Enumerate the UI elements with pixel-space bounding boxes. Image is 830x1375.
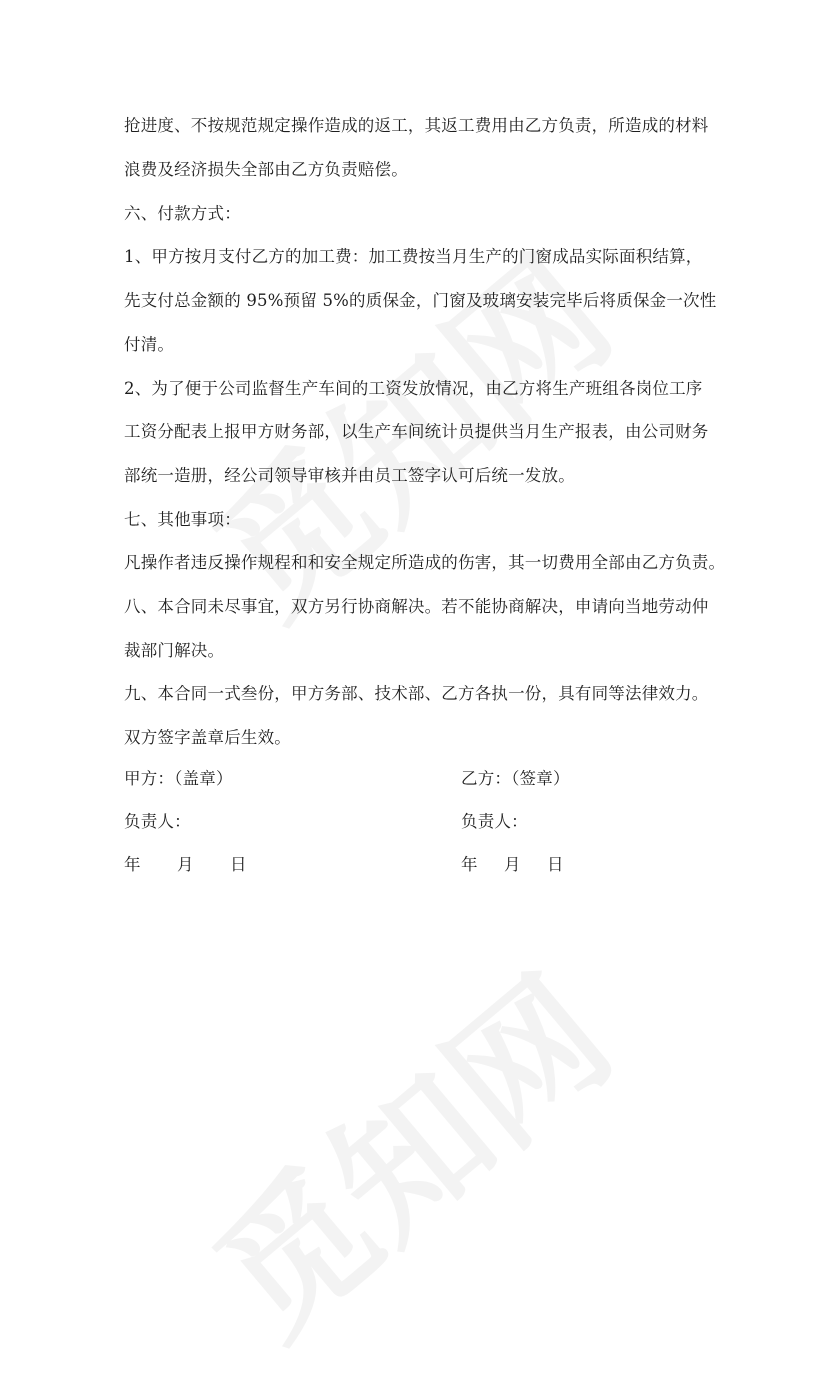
date-month: 月: [177, 855, 194, 874]
body-line: 八、本合同未尽事宜，双方另行协商解决。若不能协商解决，申请向当地劳动仲: [124, 597, 709, 616]
body-line: 部统一造册，经公司领导审核并由员工签字认可后统一发放。: [124, 466, 575, 485]
body-line: 抢进度、不按规范规定操作造成的返工，其返工费用由乙方负责，所造成的材料: [124, 116, 709, 135]
section-heading: 七、其他事项：: [124, 510, 241, 529]
watermark: [163, 921, 647, 1375]
body-line: 双方签字盖章后生效。: [124, 728, 291, 747]
party-b-label: 乙方：（签章）: [461, 769, 570, 788]
party-a-label: 甲方：（盖章）: [124, 769, 233, 788]
party-b-person: 负责人：: [461, 812, 528, 831]
body-line: 先支付总金额的 95%预留 5%的质保金，门窗及玻璃安装完毕后将质保金一次性: [124, 291, 717, 310]
body-line: 凡操作者违反操作规程和和安全规定所造成的伤害，其一切费用全部由乙方负责。: [124, 553, 726, 572]
party-a-date: [124, 854, 247, 876]
date-day: 日: [547, 855, 564, 874]
date-month: 月: [504, 855, 521, 874]
body-line: 裁部门解决。: [124, 641, 225, 660]
party-b-date: [461, 854, 564, 876]
body-line: 2、为了便于公司监督生产车间的工资发放情况，由乙方将生产班组各岗位工序: [124, 379, 703, 398]
party-a-person: 负责人：: [124, 812, 191, 831]
date-year: 年: [124, 855, 141, 874]
body-line: 付清。: [124, 335, 175, 354]
date-year: 年: [461, 855, 478, 874]
body-line: 九、本合同一式叁份，甲方务部、技术部、乙方各执一份，具有同等法律效力。: [124, 684, 709, 703]
body-line: 浪费及经济损失全部由乙方负责赔偿。: [124, 160, 408, 179]
date-day: 日: [230, 855, 247, 874]
body-line: 工资分配表上报甲方财务部，以生产车间统计员提供当月生产报表，由公司财务: [124, 422, 709, 441]
section-heading: 六、付款方式：: [124, 204, 241, 223]
body-line: 1、甲方按月支付乙方的加工费：加工费按当月生产的门窗成品实际面积结算，: [124, 247, 703, 266]
